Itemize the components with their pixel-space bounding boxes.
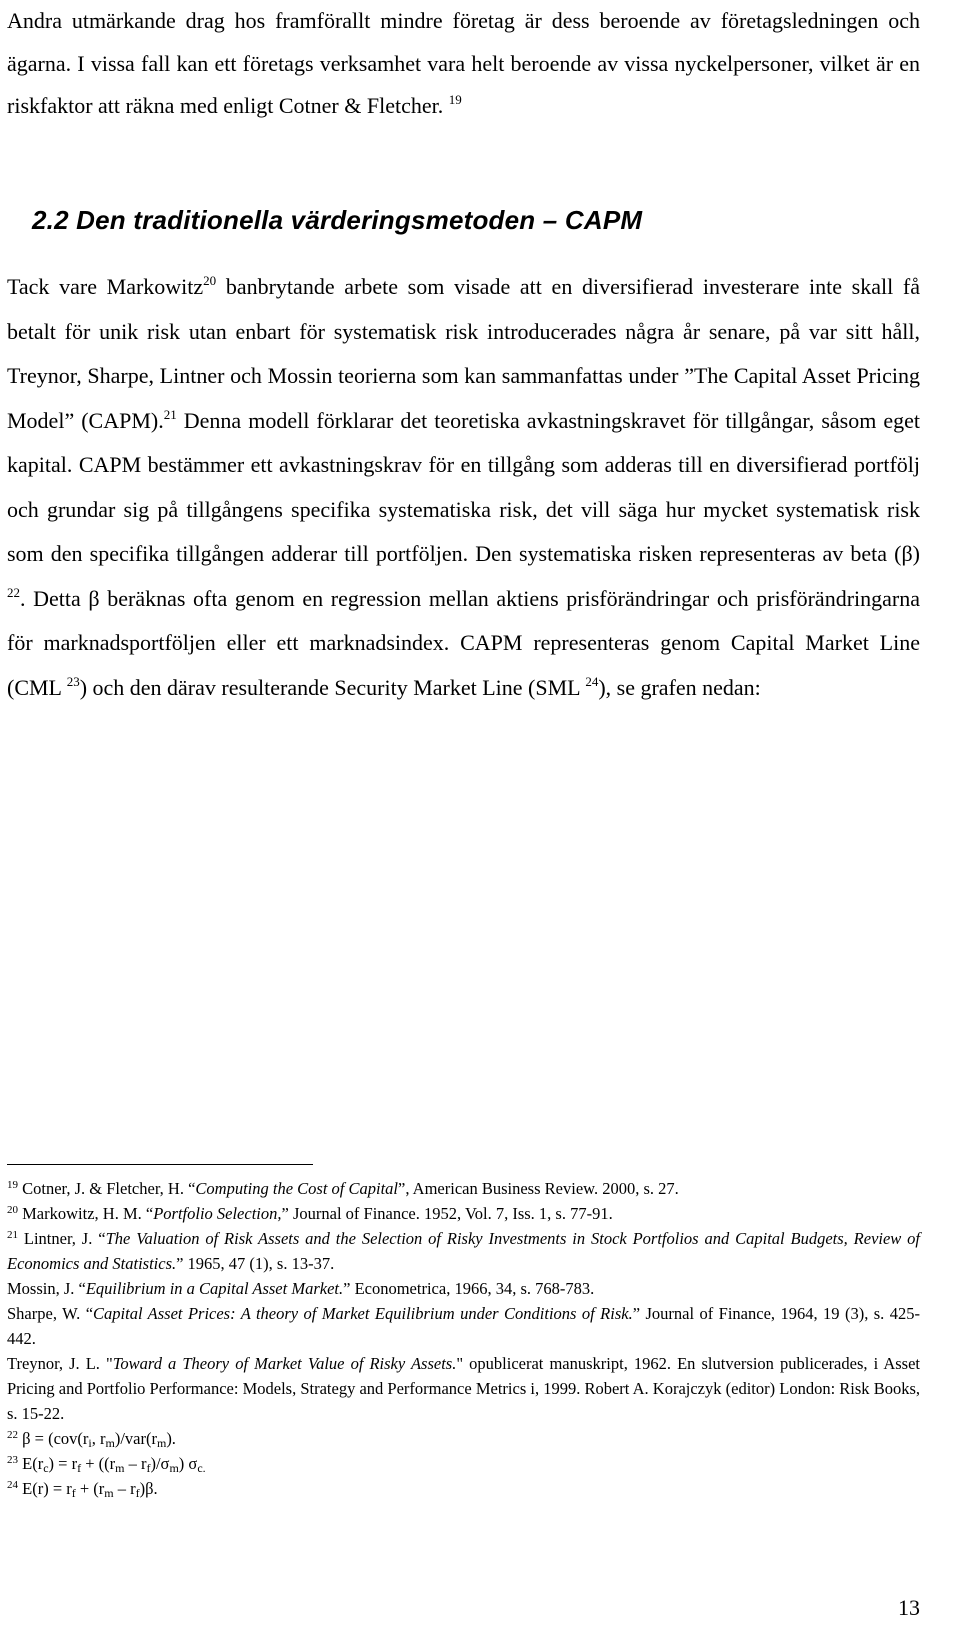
formula-text: ) = r xyxy=(48,1454,78,1473)
formula-text: )/σ xyxy=(150,1454,170,1473)
formula-text: )/var(r xyxy=(114,1429,157,1448)
page-number: 13 xyxy=(898,1595,920,1620)
formula-text: β = (cov(r xyxy=(22,1429,89,1448)
formula-subscript: i xyxy=(88,1436,92,1450)
capm-paragraph xyxy=(7,265,920,710)
intro-paragraph xyxy=(7,0,920,128)
footnote-text: ” 1965, 47 (1), s. 13-37. xyxy=(176,1254,335,1273)
section-heading: 2.2 Den traditionella värderingsmetoden – CAPM xyxy=(32,205,643,235)
footnote-number: 23 xyxy=(7,1454,18,1466)
formula-subscript: f xyxy=(135,1486,140,1500)
capm-text-2: banbrytande arbete som visade att en diversifierad investerare inte skall få betalt för unik risk utan enbart för systematisk risk introducerades några år senare, på var sitt håll, Treynor, Sharpe, Lintner och Mossin teorierna som kan sammanfattas under ”The Capital Asset Pricing Model” (CAPM). xyxy=(7,274,920,433)
capm-text-1: Tack vare Markowitz xyxy=(7,274,204,299)
footnote-ref-22: 22 xyxy=(7,584,20,600)
footnote-mossin xyxy=(7,1276,920,1301)
footnote-title: Capital Asset Prices: A theory of Market Equilibrium under Conditions of Risk. xyxy=(93,1304,633,1323)
footnote-24 xyxy=(7,1476,920,1501)
footnote-20 xyxy=(7,1201,920,1226)
footnote-text: Sharpe, W. “ xyxy=(7,1304,94,1323)
footnote-text: ” Econometrica, 1966, 34, s. 768-783. xyxy=(343,1279,595,1298)
footnote-number: 21 xyxy=(7,1229,18,1241)
footnote-text: Cotner, J. & Fletcher, H. “ xyxy=(22,1179,196,1198)
footnote-19 xyxy=(7,1176,920,1201)
footnote-ref-24: 24 xyxy=(585,673,599,689)
footnote-text: ” Journal of Finance, 1964, 19 (3), s. 425-442. xyxy=(7,1304,920,1348)
footnote-title: Toward a Theory of Market Value of Risky Assets. xyxy=(112,1354,457,1373)
footnote-text: " opublicerat manuskript, 1962. En slutversion publicerades, i Asset Pricing and Portfolio Performance: Models, Strategy and Performance Metrics i, 1999. Robert A. Korajczyk (editor) London: Risk Books, s. 15-22. xyxy=(7,1354,920,1423)
capm-text xyxy=(7,265,920,710)
intro-text: Andra utmärkande drag hos framförallt mindre företag är dess beroende av företagsledningen och ägarna. I vissa fall kan ett företags verksamhet vara helt beroende av vissa nyckelpersoner, vilket är en riskfaktor att räkna med enligt Cotner & Fletcher. xyxy=(7,8,920,118)
footnote-23 xyxy=(7,1451,920,1476)
formula-subscript: m xyxy=(105,1436,115,1450)
formula-text: + ((r xyxy=(81,1454,116,1473)
footnote-text: Treynor, J. L. " xyxy=(7,1354,113,1373)
footnote-ref-23: 23 xyxy=(66,673,80,689)
footnotes xyxy=(7,1176,920,1501)
footnote-ref-19: 19 xyxy=(448,92,462,107)
footnote-number: 20 xyxy=(7,1204,18,1216)
footnote-21 xyxy=(7,1226,920,1276)
footnote-title: The Valuation of Risk Assets and the Selection of Risky Investments in Stock Portfolios and Capital Budgets, Review of Economics and Statistics. xyxy=(7,1229,921,1273)
formula-subscript: f xyxy=(77,1461,82,1475)
footnote-number: 19 xyxy=(7,1179,18,1191)
formula-text: ) σ xyxy=(178,1454,198,1473)
footnote-ref-20: 20 xyxy=(203,273,217,288)
footnote-text: Mossin, J. “ xyxy=(7,1279,86,1298)
formula-subscript: c. xyxy=(197,1461,206,1475)
footnote-title: Computing the Cost of Capital xyxy=(195,1179,399,1198)
formula-text: – r xyxy=(124,1454,147,1473)
footnote-text: Markowitz, H. M. “ xyxy=(22,1204,154,1223)
footnote-sharpe xyxy=(7,1301,920,1351)
formula-text: E(r xyxy=(22,1454,44,1473)
formula-text: ). xyxy=(166,1429,176,1448)
footnote-text: Lintner, J. “ xyxy=(23,1229,106,1248)
footnote-ref-21: 21 xyxy=(163,406,177,422)
footnote-separator xyxy=(7,1164,313,1165)
formula-text: – r xyxy=(113,1479,136,1498)
formula-subscript: m xyxy=(169,1461,179,1475)
footnote-title: Portfolio Selection, xyxy=(153,1204,282,1223)
formula-text: )β. xyxy=(139,1479,158,1498)
footnote-number: 22 xyxy=(7,1429,18,1441)
intro-text-line xyxy=(7,0,920,128)
footnote-text: ” Journal of Finance. 1952, Vol. 7, Iss. 1, s. 77-91. xyxy=(281,1204,613,1223)
formula-subscript: f xyxy=(146,1461,151,1475)
capm-text-4: . Detta β beräknas ofta genom en regression mellan aktiens prisförändringar och prisförändringarna för marknadsportföljen eller ett marknadsindex. CAPM representeras genom Capital Market Line (CML xyxy=(7,585,920,700)
footnote-treynor xyxy=(7,1351,920,1426)
formula-subscript: f xyxy=(71,1486,76,1500)
formula-subscript: c xyxy=(43,1461,49,1475)
formula-subscript: m xyxy=(104,1486,114,1500)
footnote-text: ”, American Business Review. 2000, s. 27. xyxy=(398,1179,679,1198)
footnote-number: 24 xyxy=(7,1479,18,1491)
footnote-22 xyxy=(7,1426,920,1451)
capm-text-3: Denna modell förklarar det teoretiska avkastningskravet för tillgångar, såsom eget kapital. CAPM bestämmer ett avkastningskrav för en tillgång som adderas till en diversifierad portfölj och grundar sig på tillgångens specifika systematiska risk, det vill säga hur mycket systematisk risk som den specifika tillgången adderar till portföljen. Den systematiska risken representeras av beta (β) xyxy=(7,407,920,566)
footnote-title: Equilibrium in a Capital Asset Market. xyxy=(85,1279,344,1298)
formula-subscript: m xyxy=(115,1461,125,1475)
formula-subscript: m xyxy=(156,1436,167,1450)
capm-text-6: ), se grafen nedan: xyxy=(598,674,761,700)
formula-text: , r xyxy=(91,1429,106,1448)
formula-text: + (r xyxy=(75,1479,105,1498)
capm-text-5: ) och den därav resulterande Security Market Line (SML xyxy=(79,674,580,700)
formula-text: E(r) = r xyxy=(22,1479,72,1498)
